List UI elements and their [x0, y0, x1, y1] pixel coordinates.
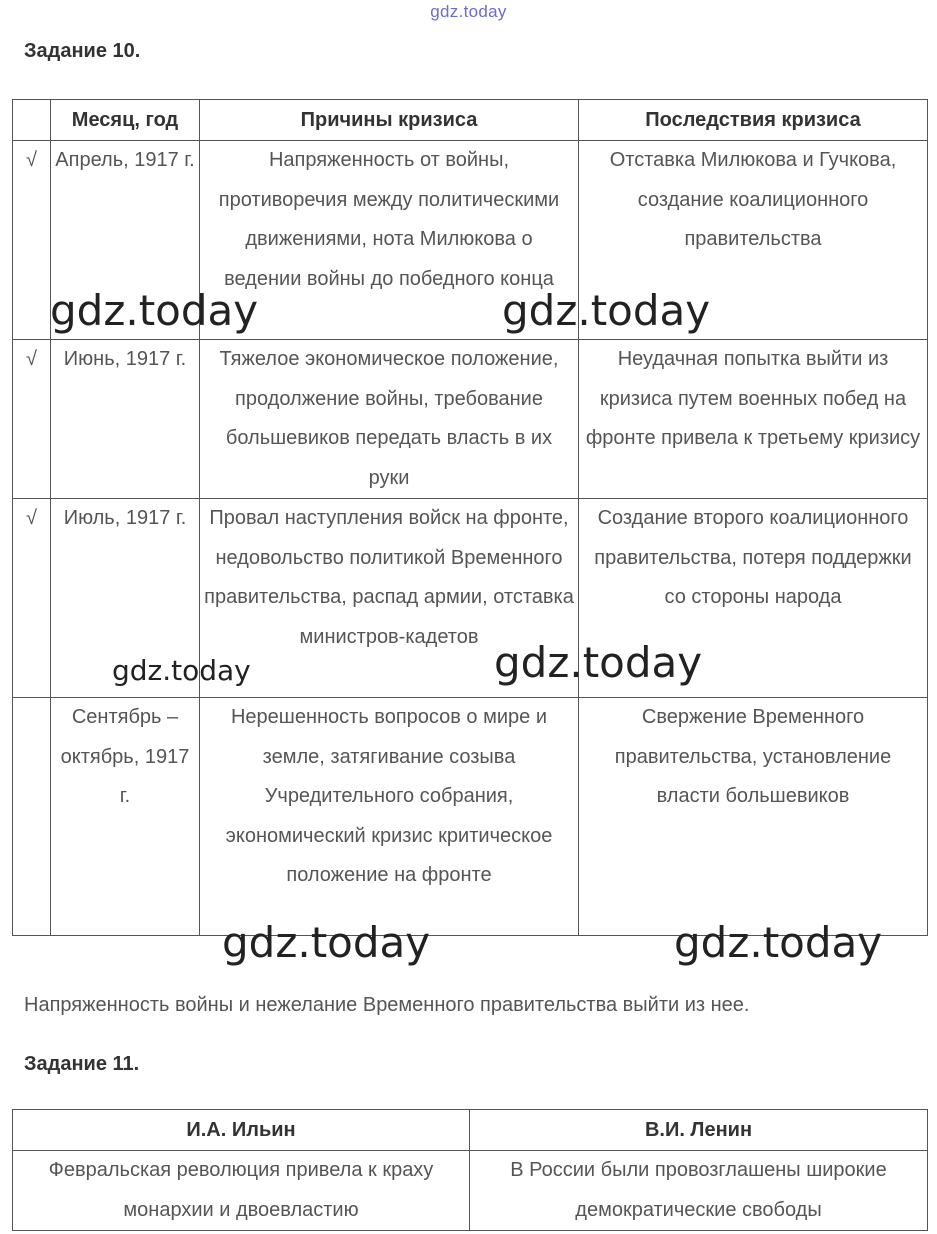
crisis-table-header-row — [13, 100, 928, 141]
month-text: Июль, 1917 г. — [63, 507, 187, 529]
causes-text: Напряженность от войны, противоречия между политическими движениями, нота Милюкова о ведении войны до победного конца — [218, 149, 560, 290]
causes-cell — [200, 698, 579, 936]
crisis-table — [12, 99, 928, 936]
causes-text: Тяжелое экономическое положение, продолжение войны, требование большевиков передать власть в их руки — [219, 348, 559, 489]
watermark: gdz.today — [502, 286, 711, 335]
consequences-text: Создание второго коалиционного правительства, потеря поддержки со стороны народа — [594, 507, 912, 608]
check-mark: √ — [13, 499, 51, 698]
task-10-title: Задание 10. — [24, 40, 141, 62]
consequences-cell — [579, 141, 928, 340]
header-causes: Причины кризиса — [200, 100, 579, 141]
lenin-cell — [470, 1151, 928, 1231]
check-mark: √ — [13, 340, 51, 499]
header-ilyin: И.А. Ильин — [13, 1110, 470, 1151]
consequences-text: Свержение Временного правительства, установление власти большевиков — [614, 706, 892, 807]
site-watermark-top: gdz.today — [430, 2, 507, 21]
opinions-table — [12, 1109, 928, 1231]
header-mark-cell — [13, 100, 51, 141]
watermark: gdz.today — [494, 638, 703, 687]
check-mark: √ — [13, 141, 51, 340]
month-cell — [51, 698, 200, 936]
month-cell — [51, 499, 200, 698]
task-10-answer: Напряженность войны и нежелание Временного правительства выйти из нее. — [24, 994, 750, 1016]
consequences-cell — [579, 499, 928, 698]
month-text: Июнь, 1917 г. — [63, 348, 187, 370]
task-11-title: Задание 11. — [24, 1053, 140, 1075]
table-row — [13, 698, 928, 936]
consequences-text: Неудачная попытка выйти из кризиса путем военных побед на фронте привела к третьему кризису — [585, 348, 921, 449]
table-row — [13, 141, 928, 340]
table-row — [13, 1151, 928, 1231]
header-month: Месяц, год — [51, 100, 200, 141]
header-lenin: В.И. Ленин — [470, 1110, 928, 1151]
causes-text: Нерешенность вопросов о мире и земле, затягивание созыва Учредительного собрания, экономический кризис критическое положение на фронте — [225, 706, 553, 886]
header-consequences: Последствия кризиса — [579, 100, 928, 141]
consequences-cell — [579, 698, 928, 936]
month-text: Сентябрь – октябрь, 1917 г. — [60, 706, 190, 807]
watermark: gdz.today — [674, 918, 883, 967]
opinions-table-header-row — [13, 1110, 928, 1151]
table-row — [13, 340, 928, 499]
month-cell — [51, 340, 200, 499]
ilyin-cell — [13, 1151, 470, 1231]
causes-text: Провал наступления войск на фронте, недовольство политикой Временного правительства, распад армии, отставка министров-кадетов — [204, 507, 574, 648]
watermark: gdz.today — [222, 918, 431, 967]
consequences-cell — [579, 340, 928, 499]
ilyin-text: Февральская революция привела к краху монархии и двоевластию — [48, 1159, 434, 1221]
watermark: gdz.today — [50, 286, 259, 335]
table-row — [13, 499, 928, 698]
causes-cell — [200, 141, 579, 340]
causes-cell — [200, 499, 579, 698]
consequences-text: Отставка Милюкова и Гучкова, создание коалиционного правительства — [609, 149, 897, 250]
month-text: Апрель, 1917 г. — [55, 149, 195, 171]
lenin-text: В России были провозглашены широкие демократические свободы — [510, 1159, 887, 1221]
month-cell — [51, 141, 200, 340]
watermark: gdz.today — [112, 654, 251, 687]
causes-cell — [200, 340, 579, 499]
check-mark — [13, 698, 51, 936]
